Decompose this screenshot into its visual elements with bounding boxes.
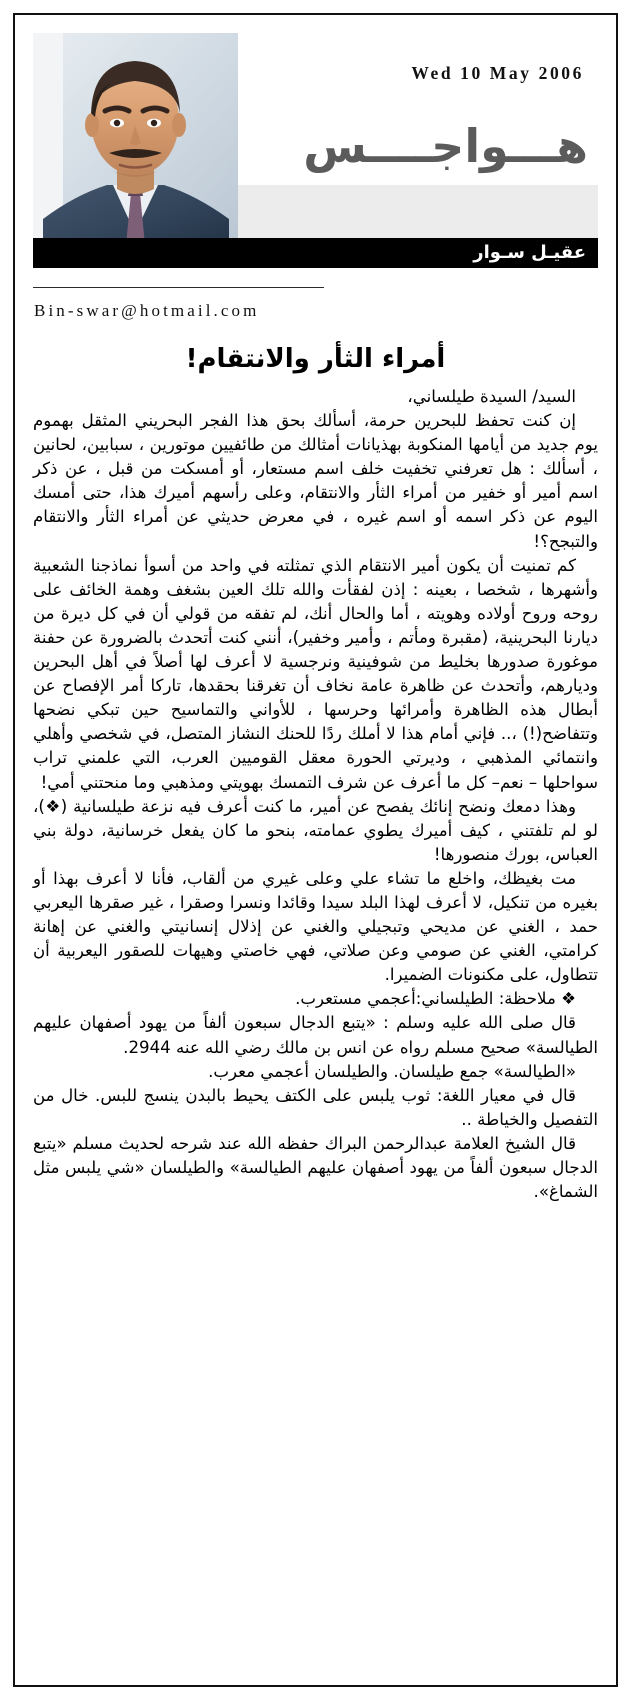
article-paragraph: قال الشيخ العلامة عبدالرحمن البراك حفظه الله عند شرحه لحديث مسلم «يتبع الدجال سبعون ألفاً من يهود أصفهان عليهم الطيالسة» والطيلسان «شي يلبس مثل الشماغ». [33,1133,598,1202]
portrait-illustration [33,33,238,251]
article-paragraph: مت بغيظك، واخلع ما تشاء علي وعلى غيري من ألقاب، فأنا لا أعرف بهذا أو بغيره من تنكيل، لا أعرف لهذا البلد سيدا وقائدا ونسرا وصقرا ، غير صقرها اليعربي حمد ، الغني عن مديحي وتبجيلي والغني عن إذلال إنسانيتي والغني عن إهانة كرامتي، الغني عن صومي وعن صلاتي، فهي خاصتي وهيهات للصقور اليعربية أن تتطاول، على مكنونات الضميرا. [33,868,598,985]
article-body [33,385,598,1204]
article-salutation: السيد/ السيدة طيلساني، [407,387,576,406]
publication-date: Wed 10 May 2006 [411,63,584,83]
page-inner-content [13,14,618,1204]
article-headline: أمراء الثأر والانتقام! [185,344,446,374]
article-paragraph: وهذا دمعك ونضح إنائك يفصح عن أمير، ما كنت أعرف فيه نزعة طيلسانية (❖)، لو لم تلفتني ، كيف أميرك يطوي عمامته، بنحو ما كان يفعل خرسانية، دولة بني العباس، بورك منصورها! [33,796,598,864]
masthead-gray-band [238,185,598,238]
divider-rule-wrap [33,283,598,295]
column-brand-title: هـــواجــــس [303,119,588,173]
divider-rule [33,287,324,288]
article-paragraph: كم تمنيت أن يكون أمير الانتقام الذي تمثلته في واحد من أسوأ نماذجنا الشعبية وأشهرها ، شخصا ، بعينه : إذن لفقأت والله تلك العين بشغف وهمة الخائف على روحه وروح أولاده وهويته ، أما والحال أنك، لم تفقه من قولي أن في كل ديرة من ديارنا البحرينية، (مقبرة ومأتم ، وأمير وخفير)، أنني كنت أتحدث بالضرورة عن حفنة موغورة صدورها بخليط من شوفينية ونرجسية لا أعرف لها أصلاً في أهل البحرين وديارهم، وأتحدث عن ظاهرة عامة نخاف أن تغرقنا بحقدها، تاركا أمر الإفصاح عن أبطال هذه الظاهرة وأمرائها وحرسها ، للأواني والتماسيح حين تبكي نضحها وتتفاضح(!) ،.. فإني أمام هذا لا أملك ردًا للحنك النشاز المتصل، في شخصي وأهلي وانتمائي المذهبي ، وديرتي الحورة معقل القوميين العرب، التي علمني تراب سواحلها – نعم– كل ما أعرف عن شرف التمسك بهويتي ومذهبي وما منحتني أمي! [33,555,598,792]
author-email[interactable]: Bin-swar@hotmail.com [34,301,260,320]
article-note: ❖ ملاحظة: الطيلساني:أعجمي مستعرب. [295,989,576,1009]
article-paragraph: قال في معيار اللغة: ثوب يلبس على الكتف يحيط بالبدن ينسج للبس. خال من التفصيل والخياطة .. [33,1085,598,1129]
author-name: عقيـل سـوار [473,242,586,263]
author-portrait-photo [33,33,238,251]
article-paragraph: إن كنت تحفظ للبحرين حرمة، أسألك بحق هذا الفجر البحريني المثقل بهموم يوم جديد من أيامها المنكوبة بهذيانات أمثالك من طائفيين موتورين ، سبابين، لحانين ، أسألك : هل تعرفني تخفيت خلف اسم مستعار، أو أمسكت من قبل ، عن ذكر اسم أمير أو خفير من أمراء الثأر والانتقام، وعلى رأسهم أميرك هذا، حتى أمسك اليوم عن ذكر اسمه أو اسم غيره ، في معرض حديثي عن أمراء الثأر والانتقام والتبجح؟! [33,411,598,551]
article-hadith-quote: قال صلى الله عليه وسلم : «يتبع الدجال سبعون ألفاً من يهود أصفهان عليهم الطيالسة» صحيح مسلم رواه عن انس بن مالك رضي الله عنه 2944. [33,1013,598,1057]
article-paragraph: «الطيالسة» جمع طيلسان. والطيلسان أعجمي معرب. [208,1061,576,1081]
masthead [33,33,598,283]
